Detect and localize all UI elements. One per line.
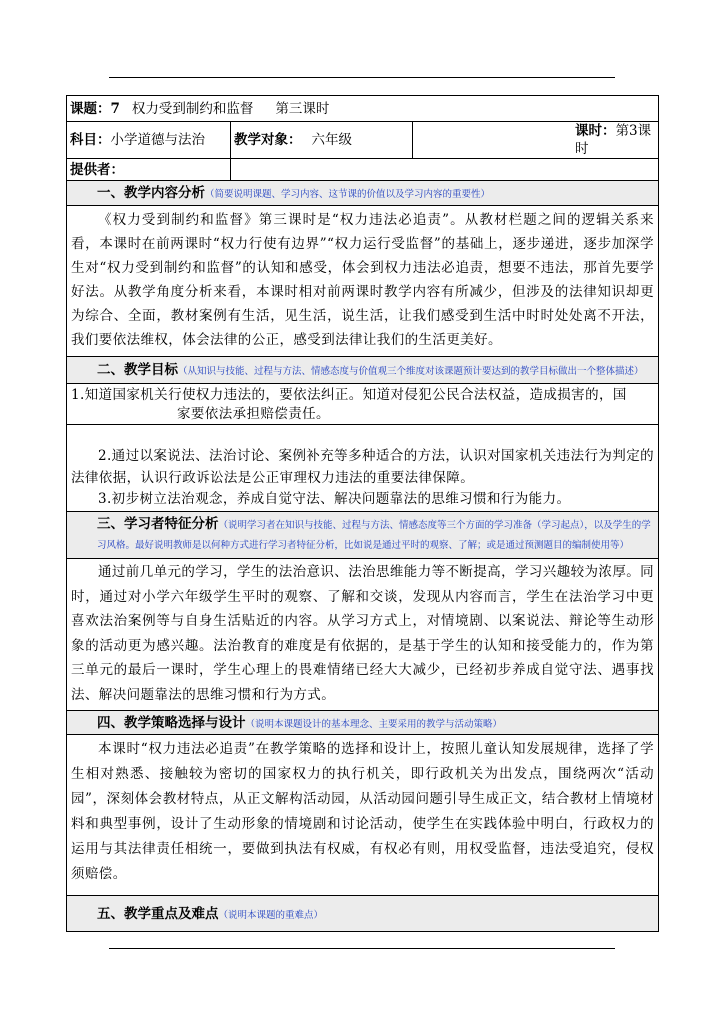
section-2-header-cell [67,357,659,384]
section-2-title: 二、教学目标 [97,362,178,378]
section-3-body: 通过前几单元的学习，学生的法治意识、法治思维能力等不断提高，学习兴趣较为浓厚。同时，通过对小学六年级学生平时的观察、了解和交谈，发现从内容而言，学生在法治学习中更喜欢法治案例等与自身生活贴近的内容。从学习方式上，对情境剧、以案说法、辩论等生动形象的活动更为感兴趣。法治教育的难度是有依据的，是基于学生的认知和接受能力的，作为第三单元的最后一课时，学生心理上的畏难情绪已经大大减少，已经初步养成自觉守法、遇事找法、解决问题靠法的思维习惯和行为方式。 [71,564,655,703]
subject-cell [67,122,231,159]
section-2-hint: （从知识与技能、过程与方法、情感态度与价值观三个维度对该课题预计要达到的教学目标做出一个整体描述） [178,366,644,377]
section-3-body-cell [67,559,659,711]
period-value: 第3课时 [575,123,652,157]
section-5-header [67,896,659,932]
subject-value: 小学道德与法治 [110,132,205,148]
period-label: 课时： [575,123,616,139]
section-3-hint: （说明学习者在知识与技能、过程与方法、情感态度等三个方面的学习准备（学习起点），以及学生的学习风格。最好说明教师是以何种方式进行学习者特征分析，比如说是通过平时的观察、了解；或是通过预测题目的编制使用等） [97,520,651,551]
section-4-header-cell [67,711,659,735]
section-1-body: 《权力受到制约和监督》第三课时是“权力违法必追责”。从教材栏题之间的逻辑关系来看，本课时在前两课时“权力行使有边界”“权力运行受监督”的基础上，逐步递进，逐步加深学生对“权力受到制约和监督”的认知和感受，体会到权力违法必追责，想要不违法，那首先要学好法。从教学角度分析来看，本课时相对前两课时教学内容有所减少，但涉及的法律知识却更为综合、全面，教材案例有生活，见生活，说生活，让我们感受到生活中时时处处离不开法，我们要依法维权，体会法律的公正，感受到法律让我们的生活更美好。 [71,212,655,348]
provider-value-cell [231,159,659,181]
section-4-body-cell [67,735,659,896]
objective-2: 2.通过以案说法、法治讨论、案例补充等多种适合的方法，认识对国家机关违法行为判定的法律依据，认识行政诉讼法是公正审理权力违法的重要法律保障。 [71,448,655,486]
section-2-header [67,357,659,384]
section-3-header [67,512,659,559]
section-5-header-cell [67,896,659,932]
section-5-hint: （说明本课题的重难点） [218,909,324,921]
provider-label: 提供者： [70,161,124,178]
provider-cell [67,159,231,181]
section-3-header-cell [67,512,659,559]
period-cell [413,122,659,159]
objective-1-line-2: 家要依法承担赔偿责任。 [67,405,658,425]
section-4-body: 本课时“权力违法必追责”在教学策略的选择和设计上，按照儿童认知发展规律，选择了学生相对熟悉、接触较为密切的国家权力的执行机关，即行政机关为出发点，围绕两次“活动园”，深刻体会教材特点，从正文解构活动园，从活动园问题引导生成正文，结合教材上情境材料和典型事例，设计了生动形象的情境剧和讨论活动，使学生在实践体验中明白，行政权力的运用与其法律责任相统一，要做到执法有权威，有权必有则，用权受监督，违法受追究，侵权须赔偿。 [71,741,655,882]
lesson-title-cell [67,96,659,122]
section-4-header [67,711,659,735]
section-5-title: 五、教学重点及难点 [97,905,219,922]
section-1-hint: （简要说明课题、学习内容、这节课的价值以及学习内容的重要性） [205,189,491,200]
provider-row [67,159,659,181]
audience-cell [231,122,413,159]
section-2-body-row [67,384,659,512]
header-rule [109,77,615,78]
section-1-header-cell [67,181,659,206]
section-1-body-cell [67,206,659,357]
objective-3: 3.初步树立法治观念，养成自觉守法、解决问题靠法的思维习惯和行为能力。 [98,491,571,507]
section-1-title: 一、教学内容分析 [97,185,205,201]
objective-1-line-1: 1.知道国家机关行使权力违法的，要依法纠正。知道对侵犯公民合法权益，造成损害的，国 [71,387,627,403]
lesson-session: 第三课时 [275,100,330,117]
section-4-hint: （说明本课题设计的基本理念、主要采用的教学与活动策略） [245,718,503,730]
lesson-label: 课题：7 [70,100,120,117]
subject-row [67,122,659,159]
lesson-title-row [67,96,659,122]
section-4-title: 四、教学策略选择与设计 [97,714,246,731]
section-2-body-cell [67,384,659,512]
lesson-plan-table [66,95,659,932]
footer-rule [109,948,615,949]
section-3-title: 三、学习者特征分析 [97,516,219,532]
section-3-body-row [67,559,659,711]
audience-value: 六年级 [311,132,352,148]
section-1-body-row [67,206,659,357]
lesson-title: 权力受到制约和监督 [131,100,254,117]
section-4-body-row [67,735,659,896]
section-1-header [67,181,659,206]
audience-label: 教学对象： [234,132,302,148]
subject-label: 科目： [70,132,111,148]
